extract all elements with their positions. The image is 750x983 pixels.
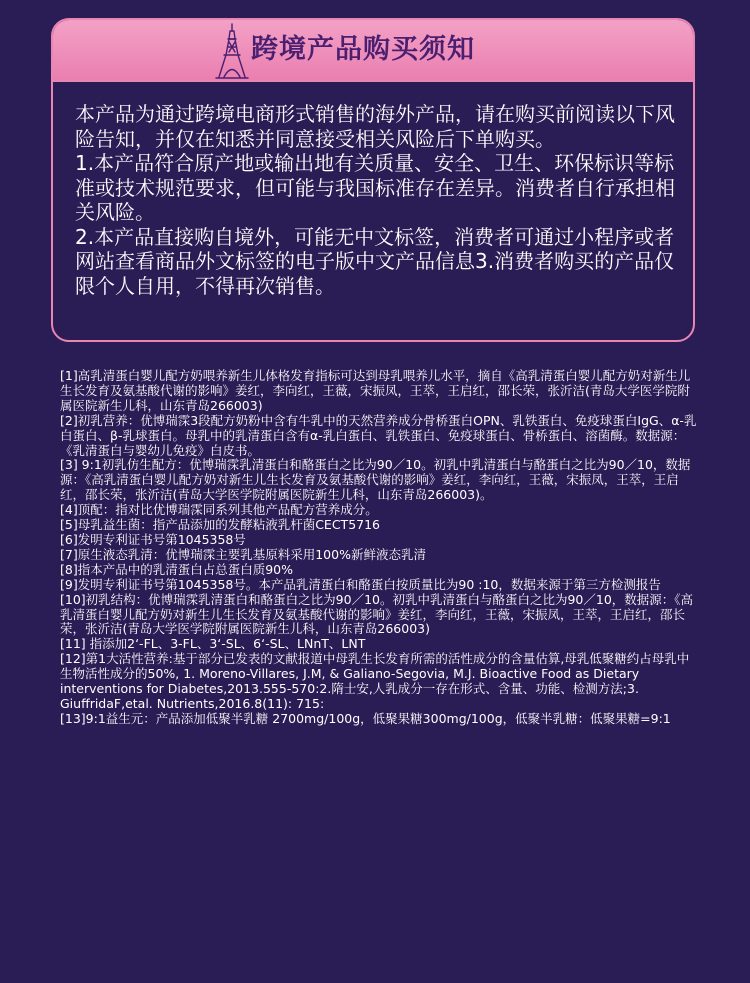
notice-item-1: 1.本产品符合原产地或输出地有关质量、安全、卫生、环保标识等标准或技术规范要求，但可能与我国标准存在差异。消费者自行承担相关风险。: [75, 151, 675, 224]
notice-item-2: 2.本产品直接购自境外，可能无中文标签，消费者可通过小程序或者网站查看商品外文标签的电子版中文产品信息3.消费者购买的产品仅限个人自用，不得再次销售。: [75, 224, 675, 298]
footnote-8: [8]指本产品中的乳清蛋白占总蛋白质90%: [60, 561, 293, 577]
footnote-12: [12]第1大活性营养:基于部分已发表的文献报道中母乳生长发育所需的活性成分的含量估算,母乳低聚糖约占母乳中生物活性成分的50%, 1. Moreno-Villares, J.M, & Galiano-Segovia, M.J. Bioactive Food as Dietary interventions for Diabetes,2013.555-570:2.隋士安,人乳成分一存在形式、含量、功能、检测方法;3. GiuffridaF,etal. Nutrients,2016.8(11): 715:: [60, 651, 690, 711]
notice-body: [75, 102, 675, 298]
footnote-2: [2]初乳营养：优博瑞霂3段配方奶粉中含有牛乳中的天然营养成分骨桥蛋白OPN、乳铁蛋白、免疫球蛋白IgG、α-乳白蛋白、β-乳球蛋白。母乳中的乳清蛋白含有α-乳白蛋白、乳铁蛋白、免疫球蛋白、骨桥蛋白、溶菌酶。数据源：《乳清蛋白与婴幼儿免疫》白皮书。: [60, 412, 697, 458]
footnote-3: [3] 9:1初乳仿生配方：优博瑞霂乳清蛋白和酪蛋白之比为90／10。初乳中乳清蛋白与酪蛋白之比为90／10，数据源：《高乳清蛋白婴儿配方奶对新生儿生长发育及氨基酸代谢的影响》姜红，李向红，王薇，宋振凤，王萃，王启红，邵长荣，张沂洁(青岛大学医学院附属医院新生儿科，山东青岛266003)。: [60, 457, 691, 503]
footnote-9: [9]发明专利证书号第1045358号。本产品乳清蛋白和酪蛋白按质量比为90 :10，数据来源于第三方检测报告: [60, 576, 661, 592]
footnote-7: [7]原生液态乳清：优博瑞霂主要乳基原料采用100%新鲜液态乳清: [60, 546, 426, 562]
footnote-5: [5]母乳益生菌：指产品添加的发酵粘液乳杆菌CECT5716: [60, 517, 381, 533]
notice-title: 跨境产品购买须知: [251, 34, 475, 65]
notice-header: [53, 20, 693, 82]
footnote-11: [11] 指添加2‘-FL、3-FL、3‘-SL、6‘-SL、LNnT、LNT: [60, 636, 366, 652]
eiffel-tower-icon: [215, 22, 249, 80]
footnote-6: [6]发明专利证书号第1045358号: [60, 531, 246, 547]
footnote-1: [1]高乳清蛋白婴儿配方奶喂养新生儿体格发育指标可达到母乳喂养儿水平，摘自《高乳清蛋白婴儿配方奶对新生儿生长发育及氨基酸代谢的影响》姜红，李向红，王薇，宋振凤，王萃，王启红，邵长荣，张沂洁(青岛大学医学院附属医院新生儿科，山东青岛266003): [60, 368, 691, 413]
footnote-13: [13]9:1益生元：产品添加低聚半乳糖 2700mg/100g，低聚果糖300mg/100g，低聚半乳糖：低聚果糖=9:1: [60, 710, 671, 726]
notice-intro: 本产品为通过跨境电商形式销售的海外产品，请在购买前阅读以下风险告知，并仅在知悉并同意接受相关风险后下单购买。: [75, 102, 675, 151]
notice-card: [51, 18, 695, 342]
footnotes: [60, 369, 700, 727]
footnote-10: [10]初乳结构：优博瑞霂乳清蛋白和酪蛋白之比为90／10。初乳中乳清蛋白与酪蛋白之比为90／10，数据源：《高乳清蛋白婴儿配方奶对新生儿生长发育及氨基酸代谢的影响》姜红，李向红，王薇，宋振凤，王萃，王启红，邵长荣，张沂洁(青岛大学医学院附属医院新生儿科，山东青岛266003): [60, 591, 694, 637]
footnote-4: [4]顶配：指对比优博瑞霂同系列其他产品配方营养成分。: [60, 502, 378, 518]
